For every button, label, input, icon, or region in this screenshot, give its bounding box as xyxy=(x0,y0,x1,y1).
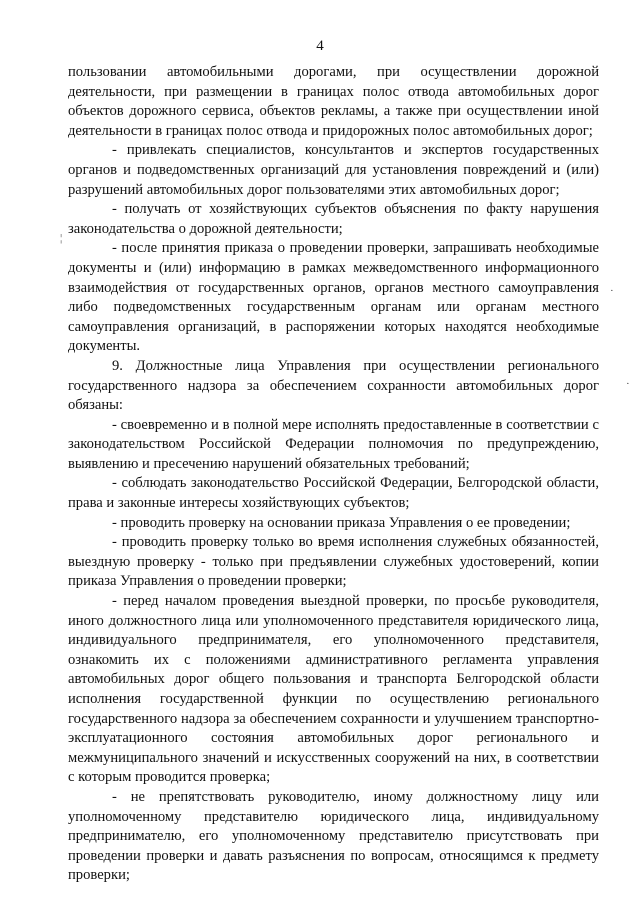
paragraph-attract-experts: - привлекать специалистов, консультантов и экспертов государственных органов и подведомственных организаций для установления повреждений и (или) разрушений автомобильных дорог пользователями этих автомобильных дорог; xyxy=(68,142,599,198)
paragraph-request-documents: - после принятия приказа о проведении проверки, запрашивать необходимые документы и (или) информацию в рамках межведомственного информационного взаимодействия от государственных органов, органов местного самоуправления либо подведомственных государственным органам или органам местного самоуправления организаций, в распоряжении которых находятся необходимые документы. xyxy=(68,240,599,355)
paragraph-continuation: пользовании автомобильными дорогами, при осуществлении дорожной деятельности, при размещении в границах полос отвода автомобильных дорог объектов дорожного сервиса, объектов рекламы, а также при осуществлении иной деятельности в границах полос отвода и придорожных полос автомобильных дорог; xyxy=(68,64,599,139)
document-body xyxy=(68,63,599,886)
paragraph-observe-law: - соблюдать законодательство Российской Федерации, Белгородской области, права и законные интересы хозяйствующих субъектов; xyxy=(68,475,599,512)
paragraph-section-9: 9. Должностные лица Управления при осуществлении регионального государственного надзора за обеспечением сохранности автомобильных дорог обязаны: xyxy=(68,357,599,414)
scan-artifact-mark: ¦ xyxy=(60,232,63,244)
page-number: 4 xyxy=(316,38,324,54)
paragraph-familiarize-regulation: - перед началом проведения выездной проверки, по просьбе руководителя, иного должностного лица или уполномоченного представителя юридического лица, индивидуального предпринимателя, его уполномоченного представителя, ознакомить их с положениями административного регламента управления автомобильных дорог общего пользования и транспорта Белгородской области исполнения государственной функции по осуществлению регионального государственного надзора за обеспечением сохранности и улучшением транспортно-эксплуатационного состояния автомобильных дорог регионального и межмуниципального значений и искусственных сооружений на них, в соответствии с которым проводится проверка; xyxy=(68,593,599,786)
paragraph-inspection-duties: - проводить проверку только во время исполнения служебных обязанностей, выездную проверку - только при предъявлении служебных удостоверений, копии приказа Управления о проведении проверки; xyxy=(68,534,599,590)
paragraph-not-obstruct: - не препятствовать руководителю, иному должностному лицу или уполномоченному представителю юридического лица, индивидуальному предпринимателю, его уполномоченному представителю присутствовать при проведении проверки и давать разъяснения по вопросам, относящимся к предмету проверки; xyxy=(68,788,599,884)
scan-artifact-mark: · xyxy=(610,285,614,297)
scan-artifact-mark: · xyxy=(626,378,630,390)
paragraph-execute-powers: - своевременно и в полной мере исполнять предоставленные в соответствии с законодательством Российской Федерации полномочия по предупреждению, выявлению и пресечению нарушений обязательных требований; xyxy=(68,416,599,472)
paragraph-inspection-basis: - проводить проверку на основании приказа Управления о ее проведении; xyxy=(112,514,571,531)
paragraph-get-explanations: - получать от хозяйствующих субъектов объяснения по факту нарушения законодательства о дорожной деятельности; xyxy=(68,201,599,237)
